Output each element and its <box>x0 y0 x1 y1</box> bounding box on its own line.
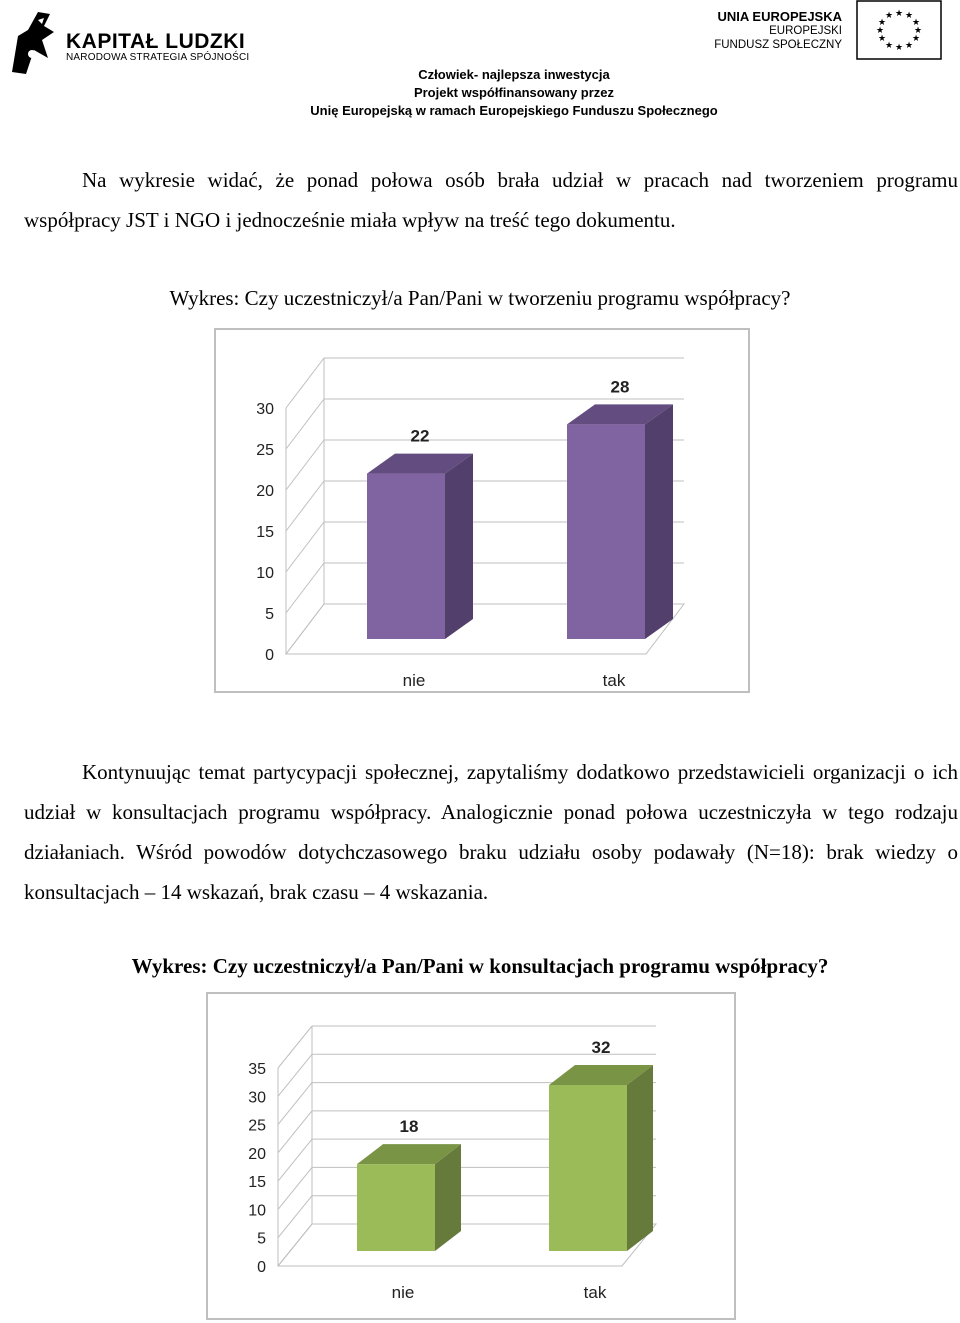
gridline-side <box>278 1167 312 1209</box>
paragraph-1-text: Na wykresie widać, że ponad połowa osób brała udział w pracach nad tworzeniem programu współpracy JST i NGO i jednocześnie miała wpływ na treść tego dokumentu. <box>24 168 958 232</box>
gridline-side <box>278 1054 312 1096</box>
bar-front <box>367 474 445 639</box>
eu-line-2: EUROPEJSKI <box>769 25 842 37</box>
data-label: 18 <box>399 1117 419 1137</box>
svg-text:★: ★ <box>884 40 894 50</box>
chart-2 <box>206 992 736 1320</box>
y-tick-label: 20 <box>248 1145 266 1163</box>
bar-front <box>357 1164 435 1251</box>
bar-side <box>645 404 673 639</box>
chart-1-caption: Wykres: Czy uczestniczył/a Pan/Pani w tworzeniu programu współpracy? <box>169 286 791 310</box>
y-tick-label: 30 <box>256 401 274 418</box>
bar-front <box>567 424 645 639</box>
paragraph-2 <box>24 752 958 912</box>
x-tick-label: nie <box>402 671 426 690</box>
gridline-side <box>286 481 324 531</box>
gridline-side <box>286 399 324 449</box>
y-tick-label: 30 <box>248 1089 266 1107</box>
svg-text:★: ★ <box>904 10 914 20</box>
svg-text:★: ★ <box>877 17 887 27</box>
bar-side <box>627 1065 653 1251</box>
project-motto <box>0 66 960 120</box>
gridline-side <box>278 1026 312 1068</box>
chart-2-caption: Wykres: Czy uczestniczył/a Pan/Pani w konsultacjach programu współpracy? <box>131 954 829 978</box>
y-tick-label: 10 <box>248 1202 266 1220</box>
gridline-side <box>286 563 324 613</box>
svg-text:★: ★ <box>911 17 921 27</box>
chart-1-svg <box>216 330 748 691</box>
y-tick-label: 5 <box>265 606 274 623</box>
gridline-side <box>286 522 324 572</box>
bar-front <box>549 1085 627 1251</box>
y-tick-label: 15 <box>256 524 274 541</box>
gridline-side <box>278 1111 312 1153</box>
paragraph-2-text: Kontynuując temat partycypacji społecznej, zapytaliśmy dodatkowo przedstawicieli organizacji o ich udział w konsultacjach programu współpracy. Analogicznie ponad połowa uczestniczyła w tego rodzaju działaniach. Wśród powodów dotychczasowego braku udziału osoby podawały (N=18): brak wiedzy o konsultacjach – 14 wskazań, brak czasu – 4 wskazania. <box>24 760 958 904</box>
gridline-side <box>286 440 324 490</box>
svg-text:★: ★ <box>884 10 894 20</box>
eu-flag-icon <box>856 0 942 60</box>
svg-text:★: ★ <box>913 25 923 35</box>
y-tick-label: 5 <box>257 1230 266 1248</box>
x-tick-label: tak <box>602 671 626 690</box>
y-tick-label: 0 <box>265 647 274 664</box>
y-tick-label: 0 <box>257 1259 266 1276</box>
eu-line-3: FUNDUSZ SPOŁECZNY <box>714 39 842 51</box>
y-tick-label: 25 <box>248 1117 266 1135</box>
svg-text:★: ★ <box>875 25 885 35</box>
motto-line-1: Człowiek- najlepsza inwestycja <box>418 67 610 82</box>
y-tick-label: 10 <box>256 565 274 582</box>
gridline-side <box>278 1196 312 1238</box>
x-tick-label: nie <box>391 1283 415 1302</box>
y-tick-label: 25 <box>256 442 274 459</box>
gridline-side <box>278 1139 312 1181</box>
gridline-side <box>286 358 324 408</box>
svg-text:★: ★ <box>911 33 921 43</box>
eu-line-1: UNIA EUROPEJSKA <box>717 9 842 24</box>
chart-1 <box>214 328 750 693</box>
bar-side <box>445 454 473 639</box>
data-label: 28 <box>610 377 630 397</box>
y-tick-label: 35 <box>248 1061 266 1078</box>
y-tick-label: 20 <box>256 483 274 500</box>
svg-text:★: ★ <box>894 42 904 52</box>
y-tick-label: 15 <box>248 1174 266 1192</box>
kapital-ludzki-subtitle: NARODOWA STRATEGIA SPÓJNOŚCI <box>66 52 250 63</box>
chart-2-svg <box>208 994 734 1318</box>
svg-text:★: ★ <box>877 33 887 43</box>
motto-line-3: Unię Europejską w ramach Europejskiego Funduszu Społecznego <box>310 103 718 118</box>
paragraph-1 <box>24 160 958 240</box>
svg-text:★: ★ <box>904 40 914 50</box>
data-label: 32 <box>591 1037 611 1057</box>
data-label: 22 <box>410 426 430 446</box>
motto-line-2: Projekt współfinansowany przez <box>413 85 615 100</box>
eu-fund-label <box>672 10 842 52</box>
kapital-ludzki-title: KAPITAŁ LUDZKI <box>66 30 246 53</box>
gridline-side <box>278 1083 312 1125</box>
svg-text:★: ★ <box>894 8 904 18</box>
x-tick-label: tak <box>583 1283 607 1302</box>
